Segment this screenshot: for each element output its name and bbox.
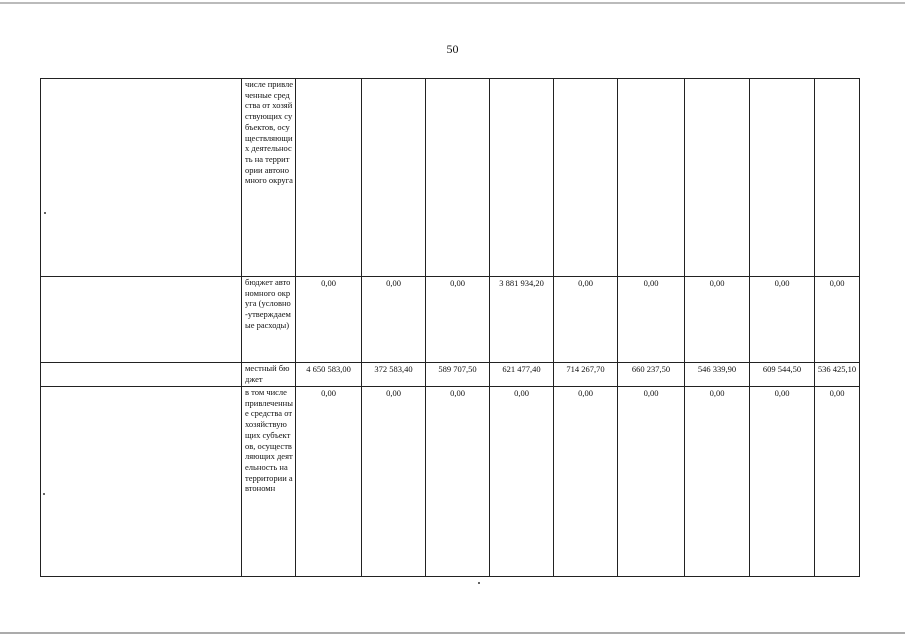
- value-cell: [750, 79, 815, 277]
- blank-cell: [41, 79, 242, 277]
- value-cell: [426, 79, 490, 277]
- row-label: числе привлеченные средства от хозяйствующих субъектов, осуществляющих деятельность на территории автономного округа: [242, 79, 296, 277]
- value-cell: 660 237,50: [618, 363, 685, 387]
- row-label: в том числе привлеченные средства от хозяйствующих субъектов, осуществляющих деятельность на территории автономн: [242, 387, 296, 577]
- value-cell: 0,00: [490, 387, 554, 577]
- value-cell: 621 477,40: [490, 363, 554, 387]
- value-cell: [362, 79, 426, 277]
- value-cell: 0,00: [618, 277, 685, 363]
- blank-cell: [41, 387, 242, 577]
- value-cell: 0,00: [750, 277, 815, 363]
- scan-speck: [44, 212, 46, 214]
- scan-edge-bottom: [0, 632, 905, 634]
- table-row: [41, 363, 860, 387]
- value-cell: 589 707,50: [426, 363, 490, 387]
- scan-speck: [478, 582, 480, 584]
- value-cell: 0,00: [618, 387, 685, 577]
- value-cell: [685, 79, 750, 277]
- value-cell: [618, 79, 685, 277]
- value-cell: 0,00: [362, 277, 426, 363]
- page-number: 50: [446, 42, 459, 56]
- value-cell: 0,00: [426, 277, 490, 363]
- table-row: [41, 277, 860, 363]
- table-row: [41, 79, 860, 277]
- value-cell: [554, 79, 618, 277]
- value-cell: 609 544,50: [750, 363, 815, 387]
- scan-speck: [43, 493, 45, 495]
- scan-edge-top: [0, 2, 905, 4]
- value-cell: 0,00: [815, 387, 860, 577]
- value-cell: 714 267,70: [554, 363, 618, 387]
- value-cell: [296, 79, 362, 277]
- value-cell: 536 425,10: [815, 363, 860, 387]
- value-cell: 0,00: [426, 387, 490, 577]
- budget-table: [40, 78, 860, 577]
- value-cell: 0,00: [685, 277, 750, 363]
- table-row: [41, 387, 860, 577]
- value-cell: 0,00: [296, 277, 362, 363]
- blank-cell: [41, 277, 242, 363]
- value-cell: 0,00: [685, 387, 750, 577]
- value-cell: 0,00: [296, 387, 362, 577]
- blank-cell: [41, 363, 242, 387]
- row-label: местный бюджет: [242, 363, 296, 387]
- value-cell: 0,00: [554, 277, 618, 363]
- value-cell: 0,00: [362, 387, 426, 577]
- value-cell: [490, 79, 554, 277]
- value-cell: 4 650 583,00: [296, 363, 362, 387]
- row-label: бюджет автономного округа (условно-утверждаемые расходы): [242, 277, 296, 363]
- value-cell: 0,00: [750, 387, 815, 577]
- value-cell: 546 339,90: [685, 363, 750, 387]
- value-cell: 3 881 934,20: [490, 277, 554, 363]
- value-cell: 0,00: [815, 277, 860, 363]
- value-cell: [815, 79, 860, 277]
- value-cell: 372 583,40: [362, 363, 426, 387]
- value-cell: 0,00: [554, 387, 618, 577]
